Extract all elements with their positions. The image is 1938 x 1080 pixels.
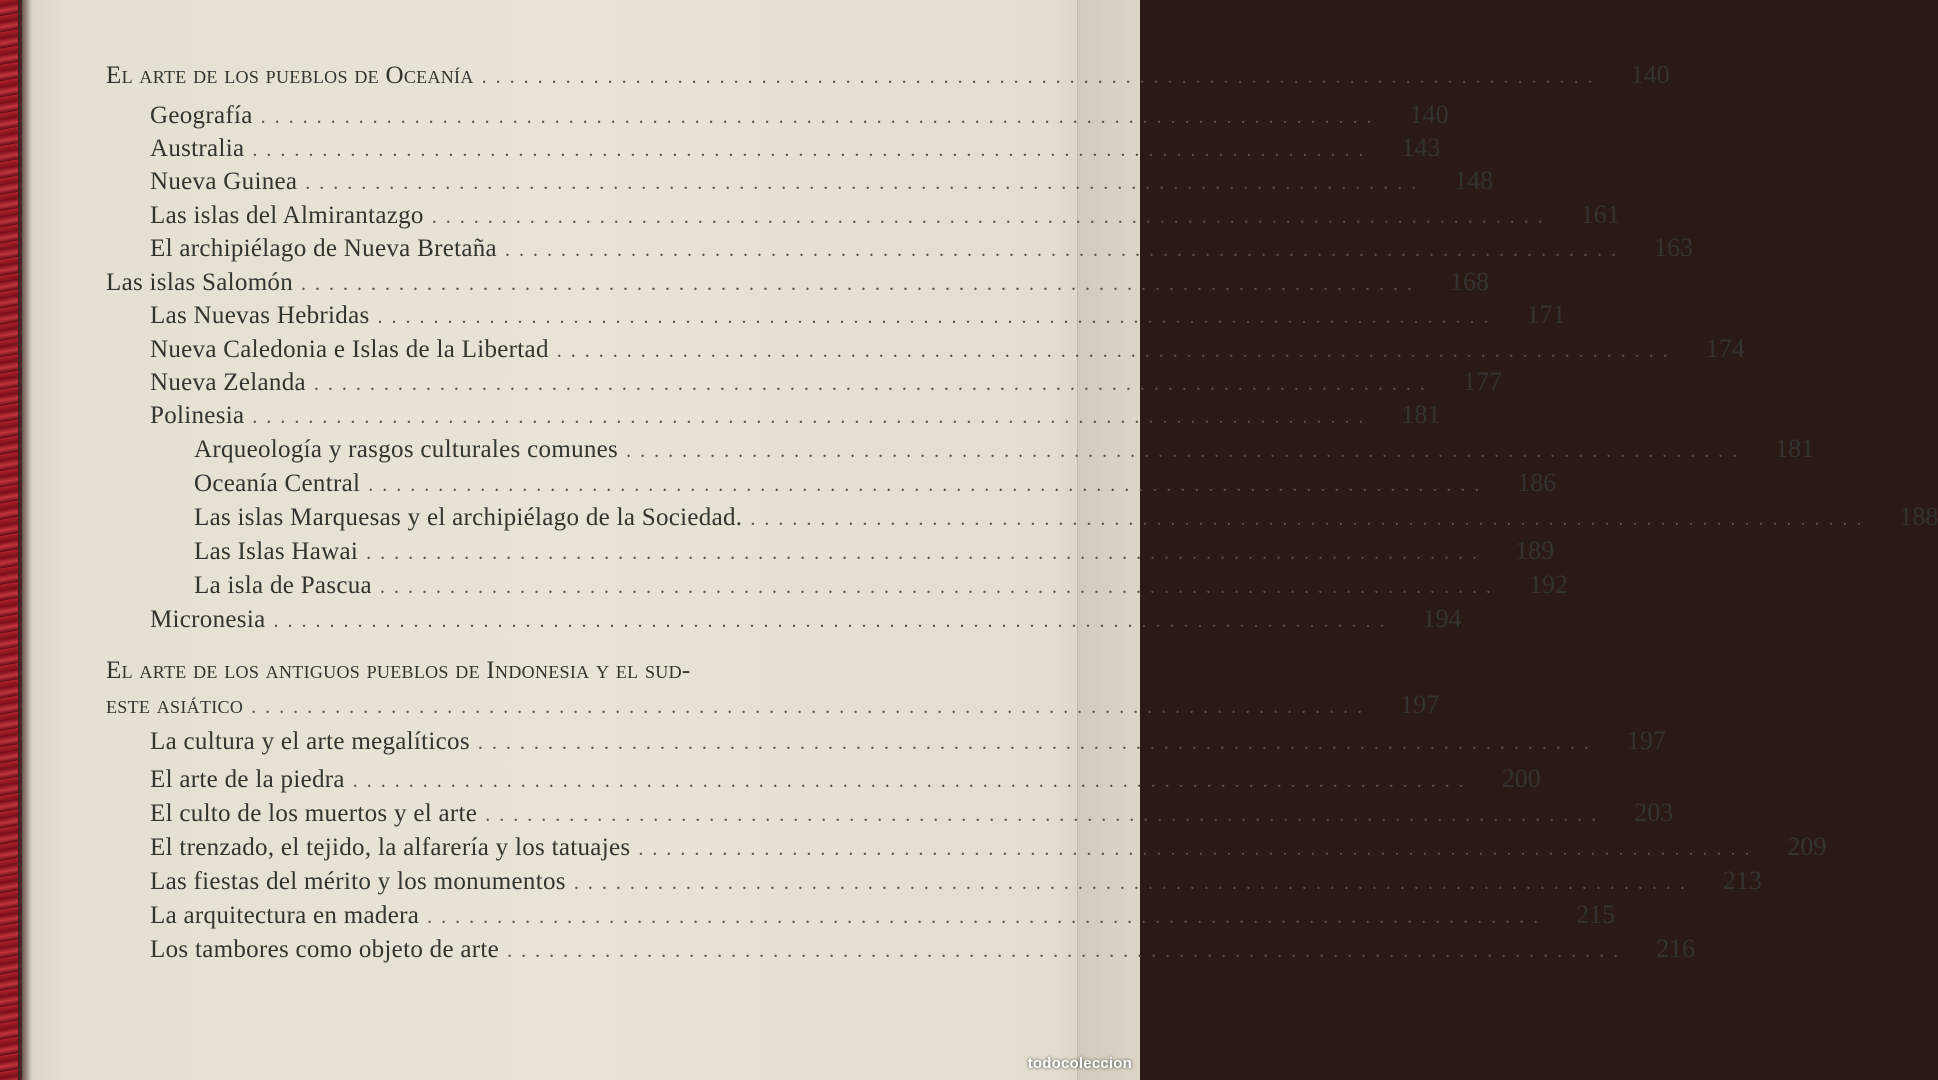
table-of-contents (22, 0, 1938, 1000)
toc-entry-page: 209 (1787, 832, 1827, 861)
toc-entry-page: 171 (1526, 300, 1566, 329)
toc-entry-page: 186 (1517, 468, 1557, 497)
gutter-shadow (18, 0, 32, 1080)
toc-entry (194, 568, 1568, 602)
dot-leader: ................................................................................ (485, 804, 1606, 826)
toc-entry-page: 140 (1630, 60, 1670, 89)
toc-entry (150, 398, 1441, 432)
toc-entry-page: 148 (1454, 166, 1494, 195)
toc-entry-title: Nueva Zelanda (150, 369, 306, 396)
toc-entry-page: 168 (1450, 267, 1490, 296)
toc-entry-title: Micronesia (150, 606, 266, 633)
toc-entry-page: 188 (1899, 502, 1938, 531)
dot-leader: ................................................................................ (251, 696, 1372, 718)
toc-entry-page: 143 (1401, 133, 1441, 162)
toc-entry-page: 203 (1634, 798, 1674, 827)
toc-entry-page: 140 (1409, 100, 1449, 129)
dot-leader: ................................................................................ (366, 542, 1487, 564)
toc-entry-title: Arqueología y rasgos culturales comunes (194, 436, 619, 463)
toc-entry (150, 198, 1620, 232)
toc-entry-page: 174 (1705, 334, 1745, 363)
toc-entry-page: 161 (1580, 200, 1620, 229)
dot-leader: ................................................................................ (427, 906, 1548, 928)
dot-leader: ................................................................................ (638, 838, 1759, 860)
toc-entry-title: El arte de los antiguos pueblos de Indonesia y el sud- (106, 657, 691, 684)
toc-entry-page: 177 (1462, 367, 1502, 396)
toc-entry (150, 131, 1441, 165)
toc-entry (150, 365, 1502, 399)
dot-leader: ................................................................................ (573, 872, 1694, 894)
dot-leader: ................................................................................ (260, 106, 1381, 128)
dot-leader: ................................................................................ (504, 239, 1625, 261)
watermark: todocoleccion (1027, 1055, 1132, 1072)
toc-entry-page: 192 (1528, 570, 1568, 599)
toc-entry (150, 830, 1827, 864)
toc-entry-title: Las islas Salomón (106, 269, 294, 296)
toc-entry (194, 432, 1815, 466)
dot-leader: ................................................................................ (626, 440, 1747, 462)
toc-entry (194, 534, 1555, 568)
toc-entry-title: Oceanía Central (194, 470, 361, 497)
toc-entry (150, 898, 1616, 932)
book-page (22, 0, 1938, 1080)
toc-entry-title: este asiático (106, 692, 244, 719)
dot-leader: ................................................................................ (750, 508, 1871, 530)
toc-entry (150, 298, 1566, 332)
toc-entry (106, 688, 1440, 722)
dot-leader: ................................................................................ (481, 66, 1602, 88)
dot-leader: ................................................................................ (377, 306, 1498, 328)
toc-entry-title: El culto de los muertos y el arte (150, 800, 478, 827)
toc-entry-title: Nueva Caledonia e Islas de la Libertad (150, 336, 549, 363)
toc-entry-page: 215 (1576, 900, 1616, 929)
toc-entry-page: 189 (1515, 536, 1555, 565)
toc-entry (150, 98, 1449, 132)
dot-leader: ................................................................................ (313, 373, 1434, 395)
toc-entry (150, 932, 1696, 966)
dot-leader: ................................................................................ (431, 206, 1552, 228)
toc-entry-title: Nueva Guinea (150, 168, 298, 195)
toc-entry (150, 864, 1762, 898)
toc-entry-title: Polinesia (150, 402, 245, 429)
dot-leader: ................................................................................ (368, 474, 1489, 496)
toc-entry-title: Geografía (150, 102, 253, 129)
toc-entry (150, 724, 1666, 758)
dot-leader: ................................................................................ (352, 770, 1473, 792)
dot-leader: ................................................................................ (477, 732, 1598, 754)
toc-entry (150, 231, 1693, 265)
toc-entry (150, 164, 1494, 198)
dot-leader: ................................................................................ (556, 340, 1677, 362)
toc-entry-title: Las Islas Hawai (194, 538, 359, 565)
toc-entry-title: La cultura y el arte megalíticos (150, 728, 470, 755)
toc-entry-page: 163 (1653, 233, 1693, 262)
toc-entry-title: Las islas Marquesas y el archipiélago de la Sociedad. (194, 504, 743, 531)
toc-entry-title: El arte de los pueblos de Oceanía (106, 62, 474, 89)
toc-entry-title: La arquitectura en madera (150, 902, 420, 929)
toc-entry (150, 762, 1541, 796)
toc-entry-title: El arte de la piedra (150, 766, 345, 793)
toc-entry (150, 602, 1462, 636)
toc-entry-page: 181 (1775, 434, 1815, 463)
toc-entry-title: La isla de Pascua (194, 572, 372, 599)
toc-entry-page: 213 (1722, 866, 1762, 895)
toc-entry (106, 58, 1670, 92)
toc-entry-title: Las islas del Almirantazgo (150, 202, 424, 229)
toc-entry-title: El archipiélago de Nueva Bretaña (150, 235, 497, 262)
toc-entry (194, 500, 1938, 534)
toc-entry-page: 197 (1626, 726, 1666, 755)
toc-entry-title: Los tambores como objeto de arte (150, 936, 500, 963)
dot-leader: ................................................................................ (379, 576, 1500, 598)
toc-entry (150, 796, 1674, 830)
toc-entry-page: 197 (1400, 690, 1440, 719)
toc-entry (106, 265, 1490, 299)
toc-entry (150, 332, 1745, 366)
toc-entry-page: 194 (1422, 604, 1462, 633)
dot-leader: ................................................................................ (305, 172, 1426, 194)
dot-leader: ................................................................................ (301, 273, 1422, 295)
toc-entry-page: 181 (1401, 400, 1441, 429)
toc-entry (106, 654, 984, 688)
toc-entry-page: 216 (1656, 934, 1696, 963)
dot-leader: ................................................................................ (273, 610, 1394, 632)
dot-leader: ................................................................................ (252, 406, 1373, 428)
toc-entry (194, 466, 1557, 500)
toc-entry-title: Las fiestas del mérito y los monumentos (150, 868, 566, 895)
toc-entry-title: El trenzado, el tejido, la alfarería y los tatuajes (150, 834, 631, 861)
toc-entry-title: Las Nuevas Hebridas (150, 302, 370, 329)
toc-entry-title: Australia (150, 135, 245, 162)
dot-leader: ................................................................................ (252, 139, 1373, 161)
toc-entry-page: 200 (1501, 764, 1541, 793)
dot-leader: ................................................................................ (507, 940, 1628, 962)
